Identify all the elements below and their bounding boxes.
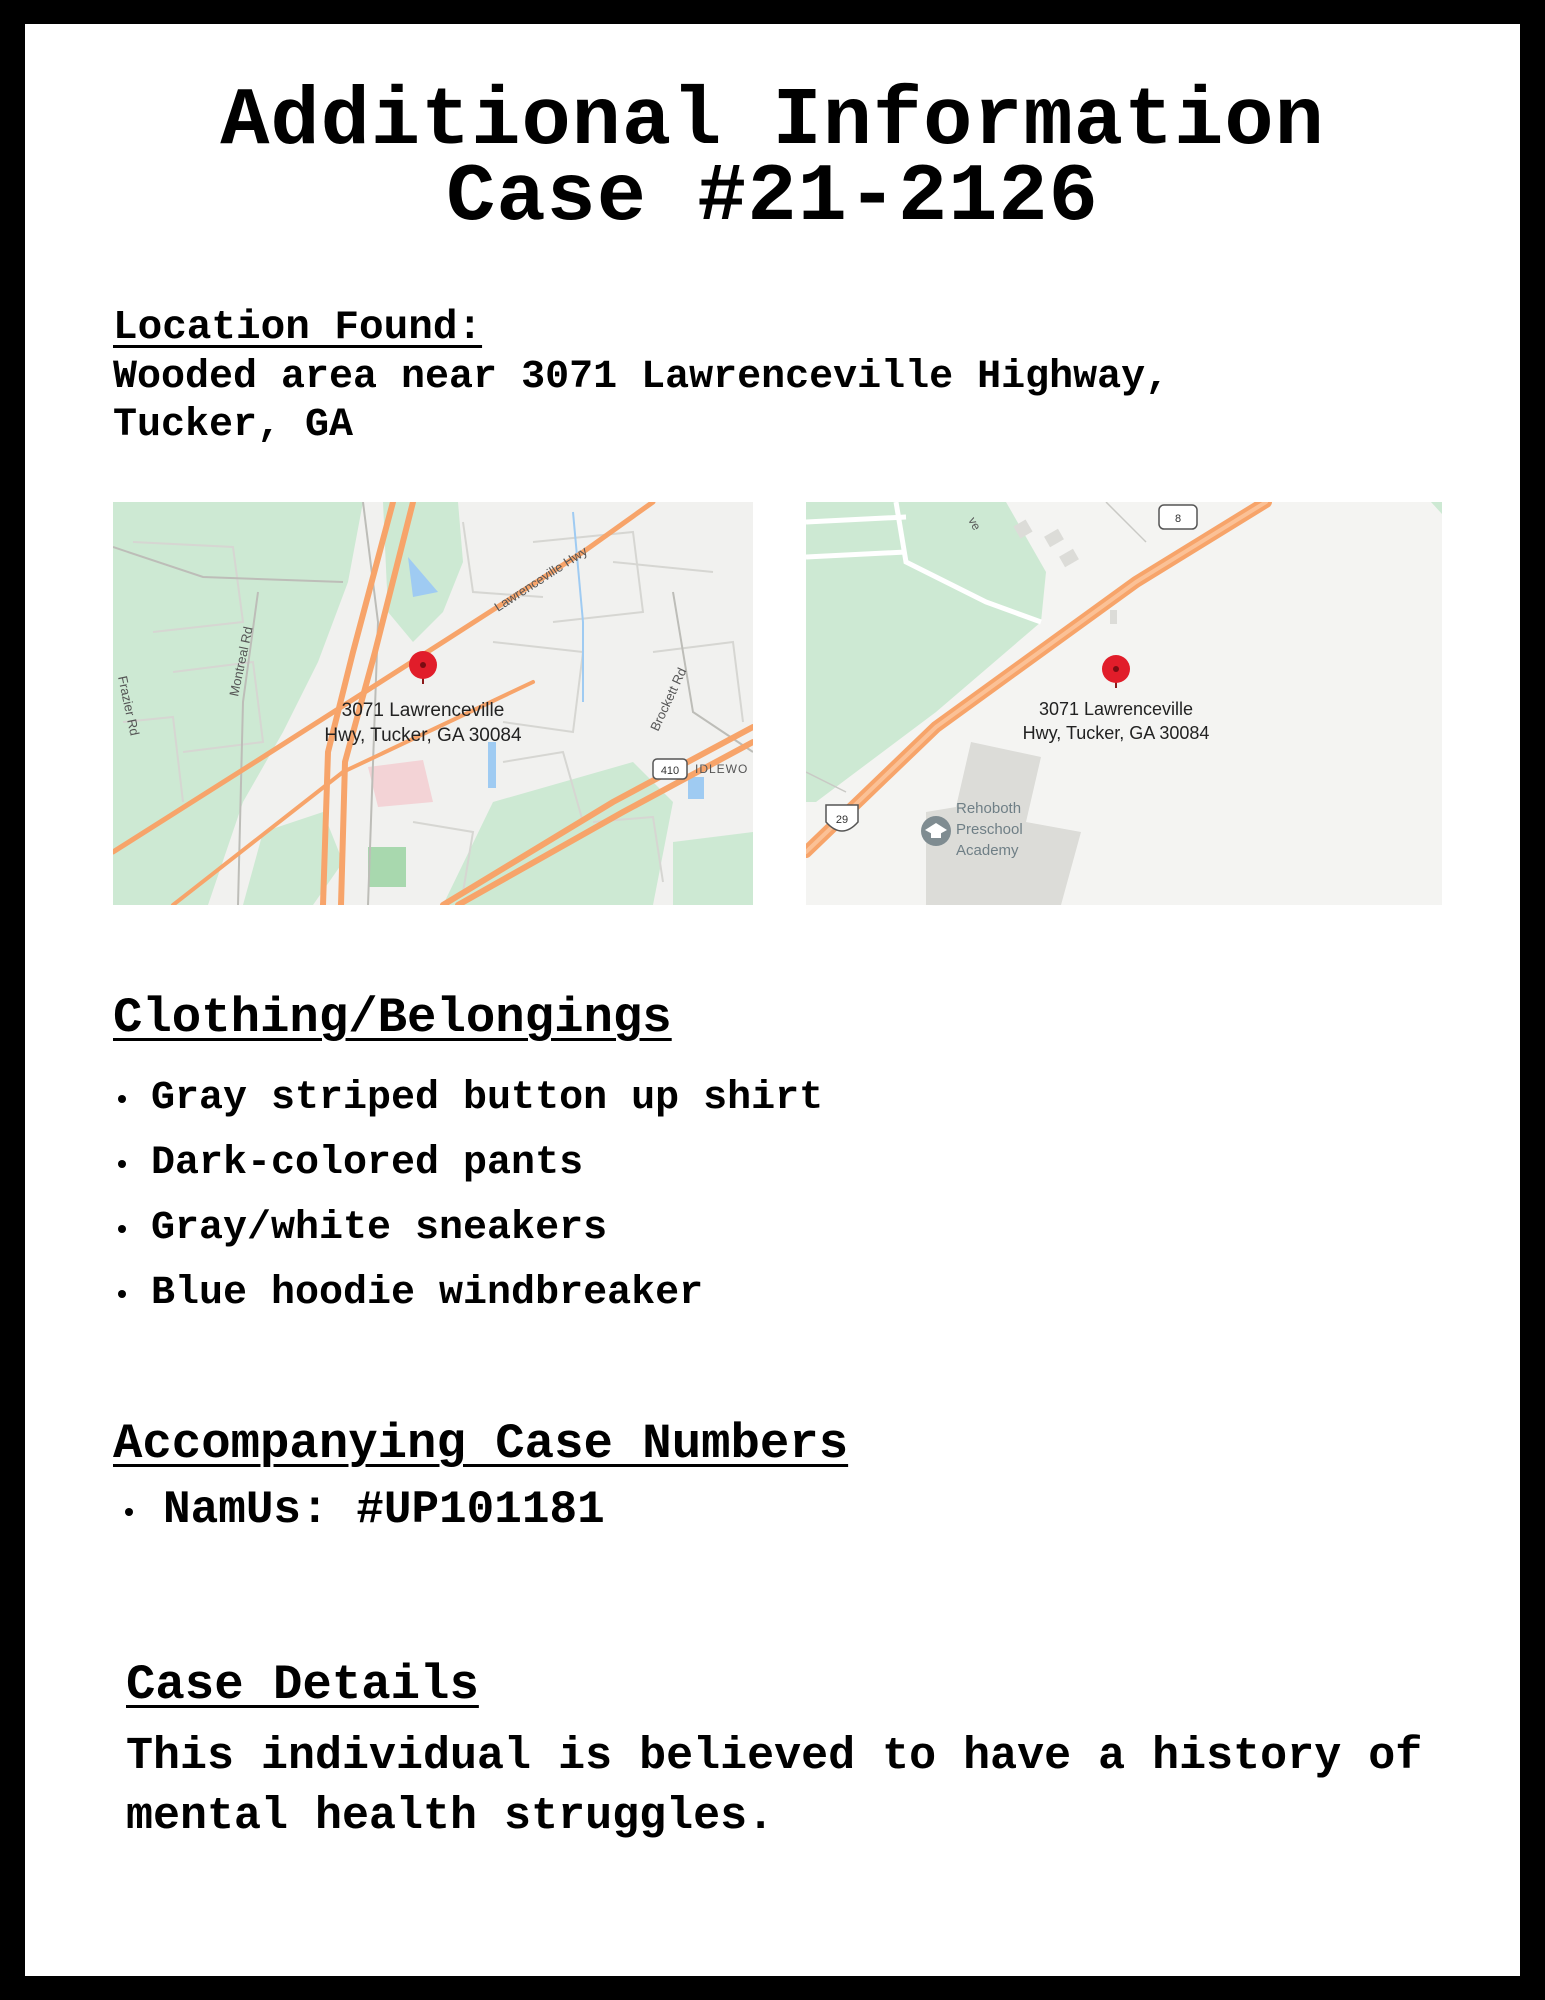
bullet-icon <box>118 1290 126 1298</box>
location-text <box>113 354 1169 450</box>
page-title: Additional Information <box>220 75 1325 168</box>
location-text-line1: Wooded area near 3071 Lawrenceville Highway, <box>113 355 1170 400</box>
svg-text:Hwy, Tucker, GA 30084: Hwy, Tucker, GA 30084 <box>1022 723 1210 743</box>
svg-text:Preschool: Preschool <box>956 821 1023 838</box>
svg-text:ve: ve <box>965 514 984 533</box>
svg-text:Academy: Academy <box>956 842 1019 859</box>
bullet-icon <box>118 1095 126 1103</box>
svg-text:410: 410 <box>660 765 680 777</box>
svg-text:3071 Lawrenceville: 3071 Lawrenceville <box>341 700 505 721</box>
area-map <box>113 502 753 905</box>
svg-text:29: 29 <box>835 814 849 826</box>
bullet-icon <box>125 1508 133 1516</box>
svg-text:IDLEWO: IDLEWO <box>695 762 749 776</box>
svg-text:3071 Lawrenceville: 3071 Lawrenceville <box>1038 699 1194 719</box>
location-text-line2: Tucker, GA <box>113 403 354 448</box>
accompanying-heading: Accompanying Case Numbers <box>113 1416 849 1472</box>
location-heading: Location Found: <box>113 305 483 351</box>
list-item: NamUs: #UP101181 <box>113 1482 605 1538</box>
closeup-map <box>806 502 1442 905</box>
case-number-list <box>113 1482 605 1538</box>
bullet-icon <box>118 1225 126 1233</box>
case-details-heading: Case Details <box>126 1657 479 1713</box>
list-item: Gray/white sneakers <box>113 1196 823 1261</box>
svg-text:Frazier Rd: Frazier Rd <box>115 674 143 737</box>
svg-text:8: 8 <box>1174 513 1182 525</box>
svg-text:Rehoboth: Rehoboth <box>956 800 1022 817</box>
clothing-list <box>113 1066 823 1326</box>
bullet-icon <box>118 1160 126 1168</box>
svg-text:Montreal Rd: Montreal Rd <box>226 625 256 698</box>
case-number-title: Case #21-2126 <box>446 151 1099 244</box>
school-icon <box>921 816 951 846</box>
list-item: Dark-colored pants <box>113 1131 823 1196</box>
svg-text:Brockett Rd: Brockett Rd <box>647 665 690 734</box>
svg-text:Lawrenceville Hwy: Lawrenceville Hwy <box>491 543 590 615</box>
case-details-text: This individual is believed to have a history of mental health struggles. <box>126 1731 1423 1842</box>
list-item: Blue hoodie windbreaker <box>113 1261 823 1326</box>
clothing-heading: Clothing/Belongings <box>113 990 672 1046</box>
list-item: Gray striped button up shirt <box>113 1066 823 1131</box>
svg-text:Hwy, Tucker, GA 30084: Hwy, Tucker, GA 30084 <box>324 725 522 746</box>
